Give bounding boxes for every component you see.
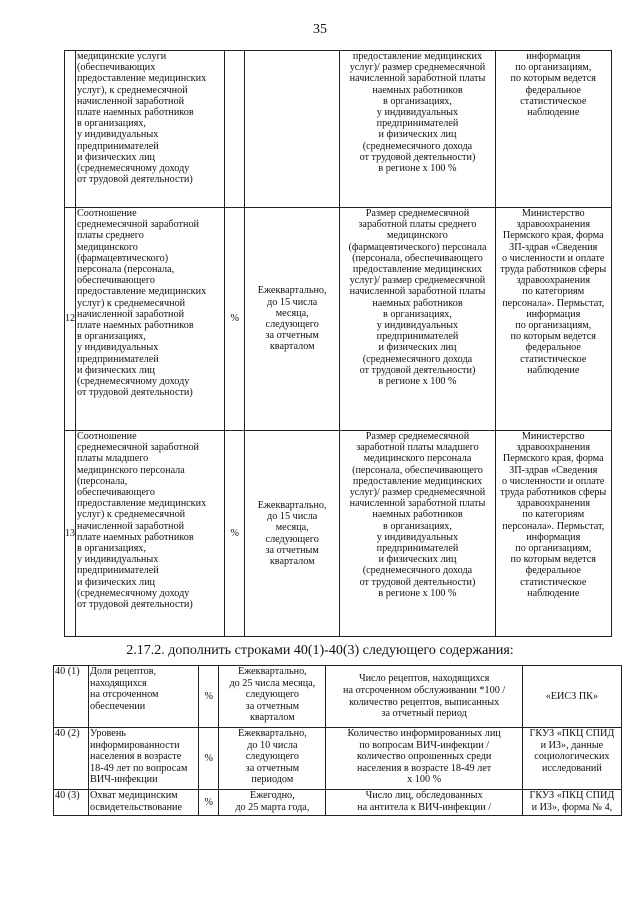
unit-cell: %: [199, 728, 219, 790]
row-number: 40 (3): [54, 790, 89, 816]
indicator-name: Охват медицинским освидетельствование: [89, 790, 199, 816]
table-row: [65, 208, 612, 431]
table-row: [54, 666, 622, 728]
unit-cell: %: [225, 431, 244, 637]
period-cell: [244, 51, 339, 208]
source-cell: Министерство здравоохранения Пермского края, форма ЗП-здрав «Сведения о численности и оплате труда работников сферы здравоохранения по категориям персонала». Пермьстат, информация по организациям, по которым ведется федеральное статистическое наблюдение: [495, 431, 611, 637]
period-cell: Ежеквартально, до 25 числа месяца, следующего за отчетным кварталом: [219, 666, 326, 728]
unit-cell: [225, 51, 244, 208]
source-cell: ГКУЗ «ПКЦ СПИД и ИЗ», форма № 4,: [522, 790, 621, 816]
table-row: [54, 728, 622, 790]
unit-cell: %: [225, 208, 244, 431]
period-cell: Ежеквартально, до 15 числа месяца, следующего за отчетным кварталом: [244, 208, 339, 431]
row-number: 40 (1): [54, 666, 89, 728]
source-cell: Министерство здравоохранения Пермского края, форма ЗП-здрав «Сведения о численности и оплате труда работников сферы здравоохранения по категориям персонала». Пермьстат, информация по организациям, по которым ведется федеральное статистическое наблюдение: [495, 208, 611, 431]
row-number: 13: [65, 431, 76, 637]
row-number: 40 (2): [54, 728, 89, 790]
formula-cell: Количество информированных лиц по вопросам ВИЧ-инфекции / количество опрошенных среди населения в возрасте 18-49 лет х 100 %: [326, 728, 522, 790]
period-cell: Ежеквартально, до 15 числа месяца, следующего за отчетным кварталом: [244, 431, 339, 637]
indicator-name: Соотношение среднемесячной заработной платы среднего медицинского (фармацевтического) персонала (персонала, обеспечивающего предоставление медицинских услуг) к среднемесячной начисленной заработной плате наемных работников в организациях, у индивидуальных предпринимателей и физических лиц (среднемесячному доходу от трудовой деятельности): [76, 208, 225, 431]
source-cell: ГКУЗ «ПКЦ СПИД и ИЗ», данные социологических исследований: [522, 728, 621, 790]
indicator-name: медицинские услуги (обеспечивающих предоставление медицинских услуг), к среднемесячной начисленной заработной плате наемных работников в организациях, у индивидуальных предпринимателей и физических лиц (среднемесячному доходу от трудовой деятельности): [76, 51, 225, 208]
section-heading: 2.17.2. дополнить строками 40(1)-40(3) следующего содержания:: [126, 643, 514, 658]
indicator-name: Уровень информированности населения в возрасте 18-49 лет по вопросам ВИЧ-инфекции: [89, 728, 199, 790]
page-number: 35: [313, 22, 327, 37]
formula-cell: Число лиц, обследованных на антитела к ВИЧ-инфекции /: [326, 790, 522, 816]
row-number: [65, 51, 76, 208]
formula-cell: Размер среднемесячной заработной платы младшего медицинского персонала (персонала, обеспечивающего предоставление медицинских услуг)/ размер среднемесячной начисленной заработной платы наемных работников в организациях, у индивидуальных предпринимателей и физических лиц (среднемесячного дохода от трудовой деятельности) в регионе х 100 %: [340, 431, 495, 637]
period-cell: Ежегодно, до 25 марта года,: [219, 790, 326, 816]
formula-cell: Число рецептов, находящихся на отсроченном обслуживании *100 / количество рецептов, выписанных за отчетный период: [326, 666, 522, 728]
unit-cell: %: [199, 666, 219, 728]
formula-cell: Размер среднемесячной заработной платы среднего медицинского (фармацевтического) персонала (персонала, обеспечивающего предоставление медицинских услуг)/ размер среднемесячной начисленной заработной платы наемных работников в организациях, у индивидуальных предпринимателей и физических лиц (среднемесячного дохода от трудовой деятельности) в регионе х 100 %: [340, 208, 495, 431]
source-cell: «ЕИСЗ ПК»: [522, 666, 621, 728]
period-cell: Ежеквартально, до 10 числа следующего за отчетным периодом: [219, 728, 326, 790]
indicators-table-top: [64, 50, 612, 637]
row-number: 12: [65, 208, 76, 431]
table-row: [54, 790, 622, 816]
unit-cell: %: [199, 790, 219, 816]
indicator-name: Доля рецептов, находящихся на отсроченном обеспечении: [89, 666, 199, 728]
indicators-table-bottom: [53, 665, 622, 816]
source-cell: информация по организациям, по которым ведется федеральное статистическое наблюдение: [495, 51, 611, 208]
table-row: [65, 51, 612, 208]
table-row: [65, 431, 612, 637]
formula-cell: предоставление медицинских услуг)/ размер среднемесячной начисленной заработной платы наемных работников в организациях, у индивидуальных предпринимателей и физических лиц (среднемесячного дохода от трудовой деятельности) в регионе х 100 %: [340, 51, 495, 208]
indicator-name: Соотношение среднемесячной заработной платы младшего медицинского персонала (персонала, обеспечивающего предоставление медицинских услуг) к среднемесячной начисленной заработной плате наемных работников в организациях, у индивидуальных предпринимателей и физических лиц (среднемесячному доходу от трудовой деятельности): [76, 431, 225, 637]
